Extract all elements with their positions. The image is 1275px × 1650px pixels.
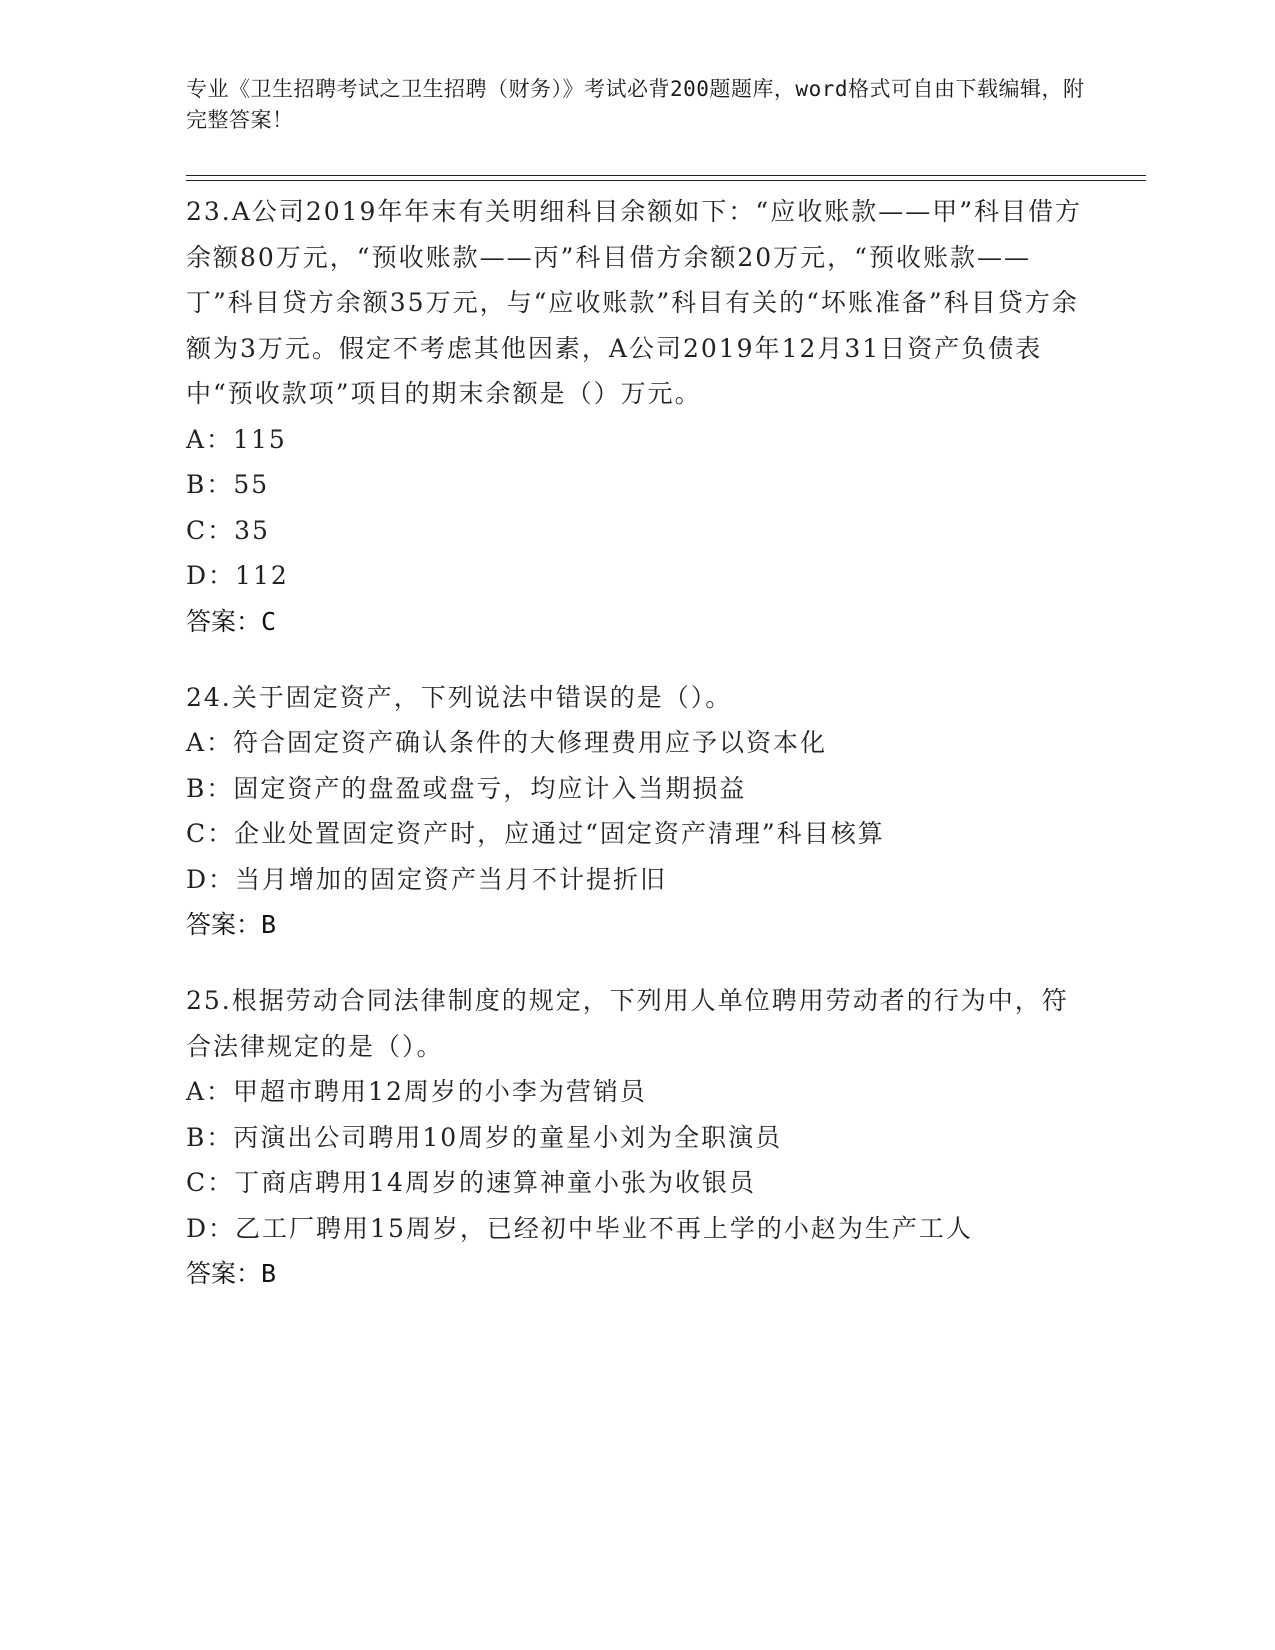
question-24: [186, 675, 1086, 948]
option-a: A：甲超市聘用12周岁的小李为营销员: [186, 1077, 647, 1106]
question-stem: 25.根据劳动合同法律制度的规定，下列用人单位聘用劳动者的行为中，符合法律规定的是（）。: [186, 986, 1069, 1061]
option-b: B：固定资产的盘盈或盘亏，均应计入当期损益: [186, 773, 747, 803]
answer: 答案：B: [186, 1259, 277, 1288]
header-divider-top: [186, 175, 1146, 176]
question-stem: 23.A公司2019年年末有关明细科目余额如下：“应收账款——甲”科目借方余额80万元，“预收账款——丙”科目借方余额20万元，“预收账款——丁”科目贷方余额35万元，与“应收账款”科目有关的“坏账准备”科目贷方余额为3万元。假定不考虑其他因素，A公司2019年12月31日资产负债表中“预收款项”项目的期末余额是（）万元。: [186, 197, 1082, 408]
question-list: [186, 189, 1086, 1327]
answer: 答案：B: [186, 910, 277, 939]
option-b: B：55: [186, 470, 270, 499]
option-c: C：丁商店聘用14周岁的速算神童小张为收银员: [186, 1168, 756, 1197]
document-header: 专业《卫生招聘考试之卫生招聘（财务）》考试必背200题题库，word格式可自由下载编辑，附完整答案！: [186, 77, 1085, 132]
option-c: C：企业处置固定资产时，应通过“固定资产清理”科目核算: [186, 819, 885, 848]
option-b: B：丙演出公司聘用10周岁的童星小刘为全职演员: [186, 1122, 783, 1152]
question-stem: 24.关于固定资产，下列说法中错误的是（）。: [186, 682, 733, 712]
option-a: A：115: [186, 424, 287, 454]
option-d: D：112: [186, 561, 289, 590]
header-divider-bottom: [186, 180, 1146, 181]
question-23: [186, 189, 1086, 644]
answer: 答案：C: [186, 606, 277, 636]
question-25: [186, 978, 1086, 1296]
option-d: D：乙工厂聘用15周岁，已经初中毕业不再上学的小赵为生产工人: [186, 1213, 973, 1243]
option-d: D：当月增加的固定资产当月不计提折旧: [186, 864, 668, 894]
option-c: C：35: [186, 515, 270, 545]
option-a: A：符合固定资产确认条件的大修理费用应予以资本化: [186, 728, 828, 757]
